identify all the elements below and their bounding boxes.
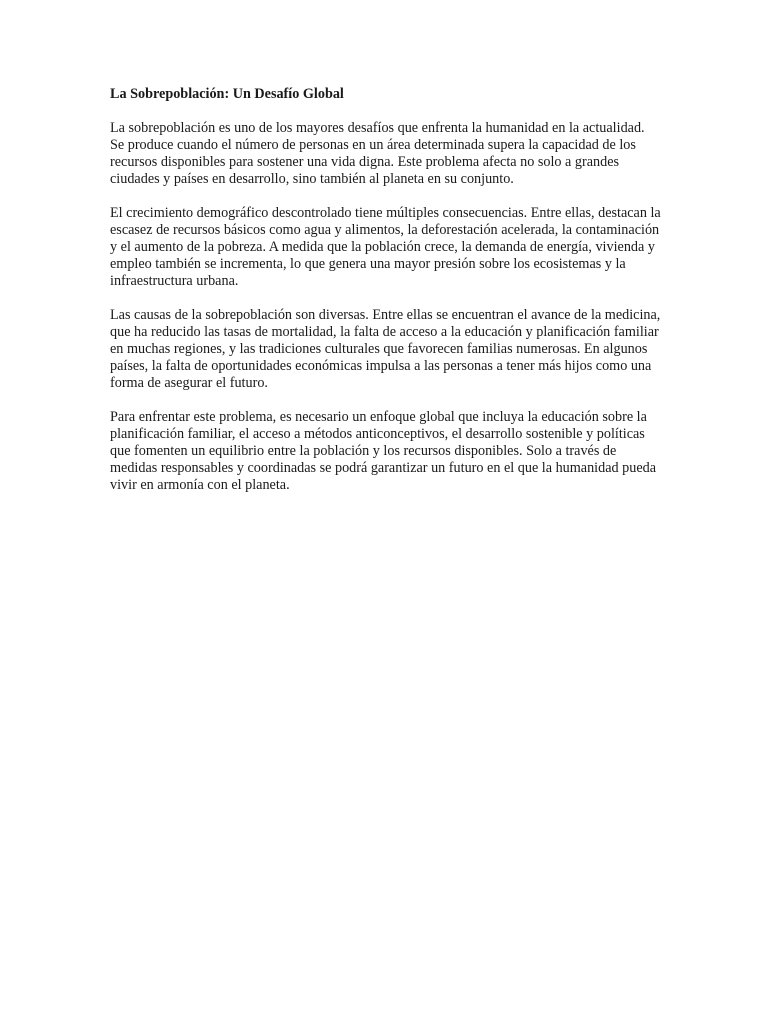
paragraph-solutions: Para enfrentar este problema, es necesario un enfoque global que incluya la educación sobre la planificación familiar, el acceso a métodos anticonceptivos, el desarrollo sostenible y políticas que fomenten un equilibrio entre la población y los recursos disponibles. Solo a través de medidas responsables y coordinadas se podrá garantizar un futuro en el que la humanidad pueda vivir en armonía con el planeta. [110,409,657,493]
document-body [110,86,662,511]
paragraph-causes: Las causas de la sobrepoblación son diversas. Entre ellas se encuentran el avance de la medicina, que ha reducido las tasas de mortalidad, la falta de acceso a la educación y planificación familiar en muchas regiones, y las tradiciones culturales que favorecen familias numerosas. En algunos países, la falta de oportunidades económicas impulsa a las personas a tener más hijos como una forma de asegurar el futuro. [110,307,661,391]
paragraph-intro: La sobrepoblación es uno de los mayores desafíos que enfrenta la humanidad en la actualidad. Se produce cuando el número de personas en un área determinada supera la capacidad de los recursos disponibles para sostener una vida digna. Este problema afecta no solo a grandes ciudades y países en desarrollo, sino también al planeta en su conjunto. [110,120,645,187]
paragraph-consequences: El crecimiento demográfico descontrolado tiene múltiples consecuencias. Entre ellas, destacan la escasez de recursos básicos como agua y alimentos, la deforestación acelerada, la contaminación y el aumento de la pobreza. A medida que la población crece, la demanda de energía, vivienda y empleo también se incrementa, lo que genera una mayor presión sobre los ecosistemas y la infraestructura urbana. [110,205,661,289]
document-title: La Sobrepoblación: Un Desafío Global [110,86,344,102]
